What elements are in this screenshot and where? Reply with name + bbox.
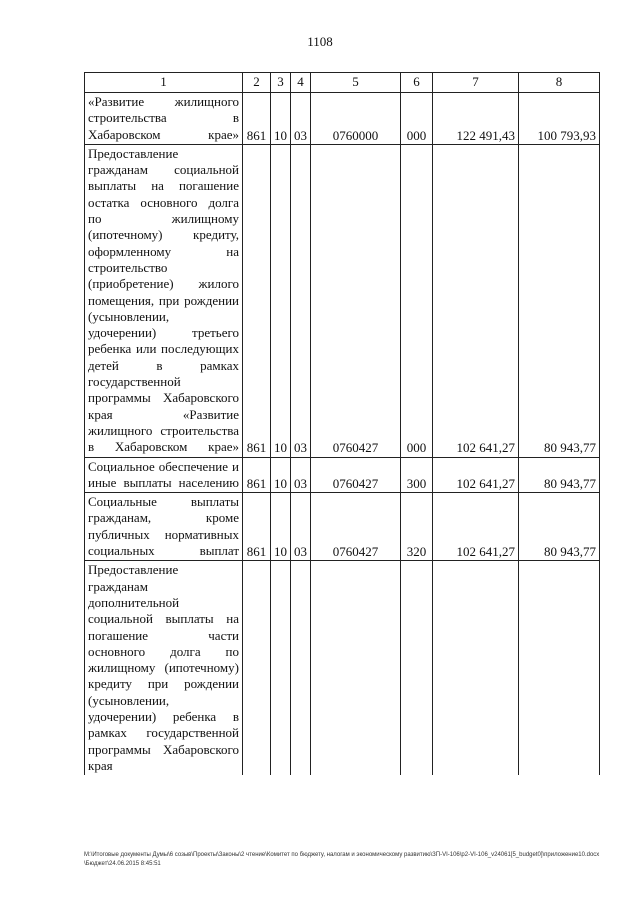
row-name: «Развитие жилищного строительства в Хабаровском крае» bbox=[85, 93, 243, 145]
row-code-4 bbox=[291, 561, 311, 775]
row-name: Предоставление гражданам социальной выплаты на погашение остатка основного долга по жилищному (ипотечному) кредиту, оформленному на строительство (приобретение) жилого помещения, при рождении (усыновлении, удочерении) третьего ребенка или последующих детей в рамках государственной программы Хабаровского края «Развитие жилищного строительства в Хабаровском крае» bbox=[85, 144, 243, 457]
column-header-3: 3 bbox=[271, 73, 291, 93]
row-amount-8: 100 793,93 bbox=[519, 93, 600, 145]
row-amount-8 bbox=[519, 561, 600, 775]
row-amount-7: 102 641,27 bbox=[433, 144, 519, 457]
row-code-5: 0760427 bbox=[311, 457, 401, 493]
column-header-4: 4 bbox=[291, 73, 311, 93]
row-code-5 bbox=[311, 561, 401, 775]
table-row bbox=[85, 144, 600, 457]
row-code-3 bbox=[271, 561, 291, 775]
row-amount-7: 102 641,27 bbox=[433, 493, 519, 561]
row-code-6: 300 bbox=[401, 457, 433, 493]
row-code-2 bbox=[243, 561, 271, 775]
column-header-2: 2 bbox=[243, 73, 271, 93]
column-header-5: 5 bbox=[311, 73, 401, 93]
row-code-6 bbox=[401, 561, 433, 775]
row-code-5: 0760427 bbox=[311, 493, 401, 561]
row-code-4: 03 bbox=[291, 144, 311, 457]
row-name: Социальное обеспечение и иные выплаты населению bbox=[85, 457, 243, 493]
row-code-6: 000 bbox=[401, 144, 433, 457]
row-code-2: 861 bbox=[243, 457, 271, 493]
column-header-7: 7 bbox=[433, 73, 519, 93]
row-code-2: 861 bbox=[243, 93, 271, 145]
row-code-5: 0760427 bbox=[311, 144, 401, 457]
row-code-3: 10 bbox=[271, 144, 291, 457]
row-code-3: 10 bbox=[271, 93, 291, 145]
row-amount-7: 122 491,43 bbox=[433, 93, 519, 145]
table-row bbox=[85, 493, 600, 561]
table-row bbox=[85, 457, 600, 493]
budget-table bbox=[84, 72, 600, 775]
row-code-2: 861 bbox=[243, 144, 271, 457]
column-header-8: 8 bbox=[519, 73, 600, 93]
table-header-row bbox=[85, 73, 600, 93]
row-code-5: 0760000 bbox=[311, 93, 401, 145]
row-amount-7 bbox=[433, 561, 519, 775]
row-code-3: 10 bbox=[271, 493, 291, 561]
row-code-4: 03 bbox=[291, 93, 311, 145]
row-amount-8: 80 943,77 bbox=[519, 493, 600, 561]
row-amount-8: 80 943,77 bbox=[519, 457, 600, 493]
column-header-1: 1 bbox=[85, 73, 243, 93]
file-path-footer: M:\Итоговые документы Думы\6 созыв\Проекты\Законы\2 чтение\Комитет по бюджету, налогам и экономическому развитию\ЗП-VI-106\р2-VI-106_v24061[5_budget0]\приложение10.docx\Бюджет\24.06.2015 8:45:51 bbox=[84, 852, 600, 867]
column-header-6: 6 bbox=[401, 73, 433, 93]
row-code-3: 10 bbox=[271, 457, 291, 493]
row-code-2: 861 bbox=[243, 493, 271, 561]
row-code-6: 000 bbox=[401, 93, 433, 145]
table-row bbox=[85, 561, 600, 775]
row-code-4: 03 bbox=[291, 457, 311, 493]
budget-table-container bbox=[84, 72, 599, 775]
row-amount-7: 102 641,27 bbox=[433, 457, 519, 493]
row-code-6: 320 bbox=[401, 493, 433, 561]
page-number: 1108 bbox=[307, 34, 333, 49]
row-name: Социальные выплаты гражданам, кроме публичных нормативных социальных выплат bbox=[85, 493, 243, 561]
row-amount-8: 80 943,77 bbox=[519, 144, 600, 457]
row-name: Предоставление гражданам дополнительной социальной выплаты на погашение части основного долга по жилищному (ипотечному) кредиту при рождении (усыновлении, удочерении) ребенка в рамках государственной программы Хабаровского края bbox=[85, 561, 243, 775]
row-code-4: 03 bbox=[291, 493, 311, 561]
table-row bbox=[85, 93, 600, 145]
